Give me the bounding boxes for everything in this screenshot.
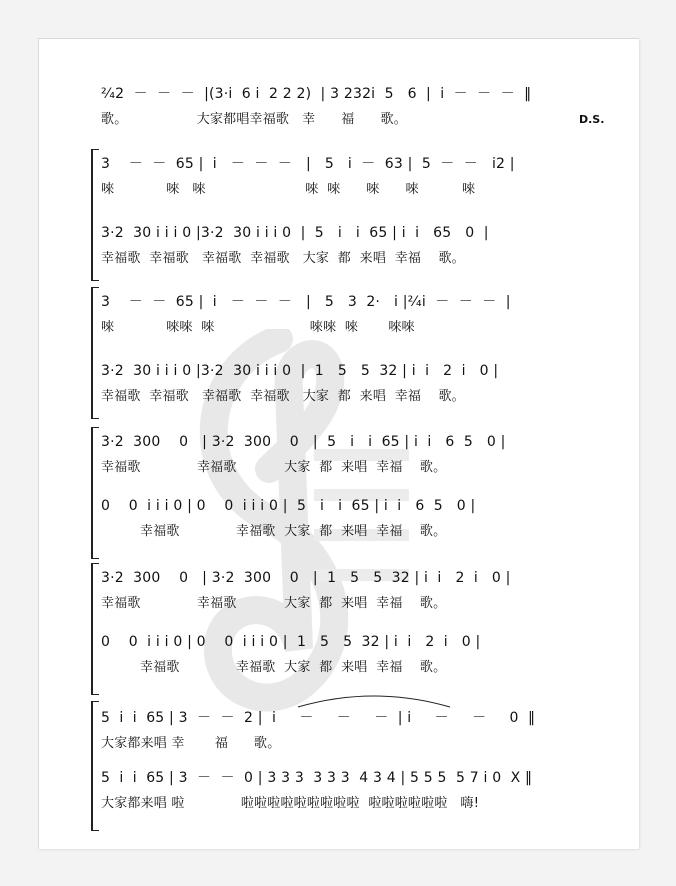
system-9 bbox=[39, 707, 639, 767]
system-7 bbox=[39, 567, 639, 627]
system-3 bbox=[39, 291, 639, 351]
score-sheet bbox=[38, 38, 639, 849]
system-8 bbox=[39, 631, 639, 691]
lyrics-line-5: 幸福歌 幸福歌 大家 都 来唱 幸福 歌。 bbox=[101, 460, 447, 475]
system-10 bbox=[39, 767, 639, 827]
notation-line-6: 0 0 i i i 0 | 0 0 i i i 0 | 5 i i 65 | i i 6 5 0 | bbox=[101, 498, 476, 514]
lyrics-line-6: 幸福歌 幸福歌 大家 都 来唱 幸福 歌。 bbox=[101, 524, 447, 539]
lyrics-line-2: 幸福歌 幸福歌 幸福歌 幸福歌 大家 都 来唱 幸福 歌。 bbox=[101, 251, 465, 266]
final-phrase-slur bbox=[294, 689, 454, 709]
lyrics-line-0: 歌。 大家都唱幸福歌 幸 福 歌。 bbox=[101, 112, 407, 127]
lyrics-line-3: 唻 唻唻 唻 唻唻 唻 唻唻 bbox=[101, 320, 415, 335]
system-2 bbox=[39, 222, 639, 282]
system-6 bbox=[39, 495, 639, 555]
system-1 bbox=[39, 153, 639, 213]
lyrics-line-9: 大家都来唱 幸 福 歌。 bbox=[101, 736, 281, 751]
lyrics-line-10: 大家都来唱 啦 啦啦啦啦啦啦啦啦啦 啦啦啦啦啦啦 嗨! bbox=[101, 796, 480, 811]
notation-line-9: 5 i i 65 | 3 － － 2 | i － － － | i － － 0 ‖ bbox=[101, 710, 536, 726]
notation-line-5: 3·2 300 0 | 3·2 300 0 | 5 i i 65 | i i 6 5 0 | bbox=[101, 434, 506, 450]
ds-marker: D.S. bbox=[579, 113, 605, 126]
notation-line-0: ²⁄₄2 － － － |(3·i 6 i 2 2 2) | 3 232i 5 6 | i － － － ‖ bbox=[101, 86, 532, 102]
notation-line-4: 3·2 30 i i i 0 |3·2 30 i i i 0 | 1 5 5 32 | i i 2 i 0 | bbox=[101, 363, 499, 379]
system-4 bbox=[39, 360, 639, 420]
notation-line-3: 3 － － 65 | i － － － | 5 3 2· i |²⁄₄i － － － | bbox=[101, 294, 511, 310]
system-5 bbox=[39, 431, 639, 491]
notation-line-1: 3 － － 65 | i － － － | 5 i － 63 | 5 － － i2 | bbox=[101, 156, 515, 172]
lyrics-line-8: 幸福歌 幸福歌 大家 都 来唱 幸福 歌。 bbox=[101, 660, 447, 675]
lyrics-line-7: 幸福歌 幸福歌 大家 都 来唱 幸福 歌。 bbox=[101, 596, 447, 611]
system-0 bbox=[39, 83, 639, 143]
notation-line-7: 3·2 300 0 | 3·2 300 0 | 1 5 5 32 | i i 2 i 0 | bbox=[101, 570, 511, 586]
notation-line-10: 5 i i 65 | 3 － － 0 | 3 3 3 3 3 3 4 3 4 | 5 5 5 5 7 i 0 X ‖ bbox=[101, 770, 533, 786]
lyrics-line-1: 唻 唻 唻 唻 唻 唻 唻 唻 bbox=[101, 182, 476, 197]
lyrics-line-4: 幸福歌 幸福歌 幸福歌 幸福歌 大家 都 来唱 幸福 歌。 bbox=[101, 389, 465, 404]
notation-line-8: 0 0 i i i 0 | 0 0 i i i 0 | 1 5 5 32 | i i 2 i 0 | bbox=[101, 634, 481, 650]
notation-line-2: 3·2 30 i i i 0 |3·2 30 i i i 0 | 5 i i 65 | i i 65 0 | bbox=[101, 225, 489, 241]
